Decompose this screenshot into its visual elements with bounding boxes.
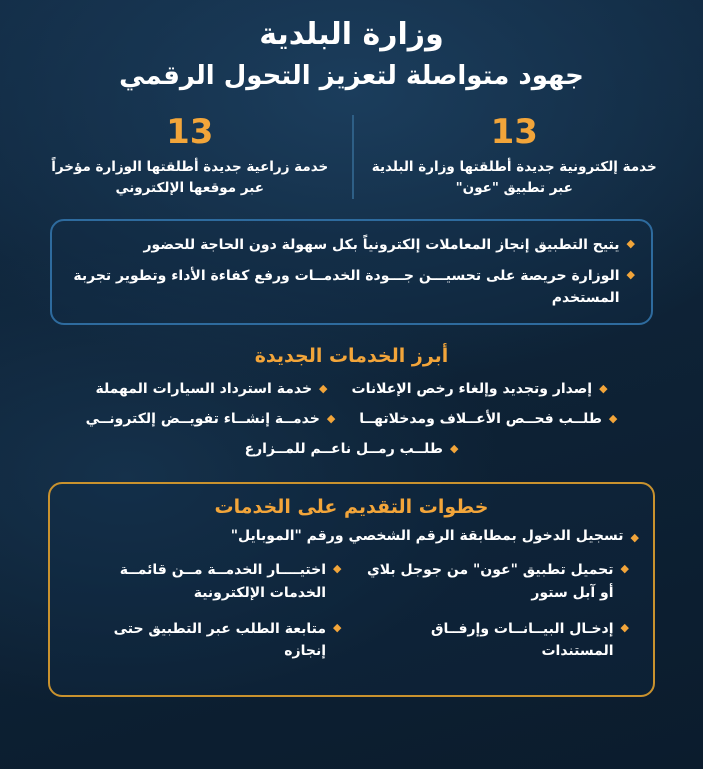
- step-item-enter-data: [352, 618, 640, 663]
- step-item-login: [64, 528, 639, 549]
- services-row: [42, 379, 661, 400]
- diamond-bullet-icon: ◆: [608, 412, 618, 426]
- header-block: [16, 0, 687, 93]
- page-title: وزارة البلدية: [259, 17, 444, 52]
- stats-row: [16, 112, 687, 199]
- service-item: [340, 379, 620, 400]
- service-item: [347, 409, 629, 430]
- highlight-item: [68, 234, 635, 256]
- service-label: إصدار وتجديد وإلغاء رخص الإعلانات: [351, 381, 593, 398]
- steps-grid: [64, 559, 639, 677]
- service-label: خدمة استرداد السيارات المهملة: [95, 381, 313, 398]
- step-label: متابعة الطلب عبر التطبيق حتى إنجازه: [113, 620, 327, 660]
- highlight-text: الوزارة حريصة على تحسيـــن جـــودة الخدمــات ورفع كفاءة الأداء وتطوير تجربة المستخدم: [73, 267, 620, 306]
- stat-description: خدمة زراعية جديدة أطلقتها الوزارة مؤخراً عبر موقعها الإلكتروني: [51, 159, 329, 197]
- services-section-heading: أبرز الخدمات الجديدة: [254, 345, 449, 368]
- stat-card-electronic-services: [352, 112, 676, 199]
- diamond-bullet-icon: ◆: [626, 267, 635, 281]
- highlights-box: [50, 219, 653, 325]
- service-item: [233, 439, 471, 460]
- stat-card-agricultural-services: [28, 112, 352, 199]
- stat-description: خدمة إلكترونية جديدة أطلقتها وزارة البلدية عبر تطبيق "عون": [371, 159, 657, 197]
- service-label: طلــب فحــص الأعــلاف ومدخلاتهــا: [359, 411, 602, 428]
- diamond-bullet-icon: ◆: [449, 442, 459, 456]
- step-item-choose-service: [64, 559, 352, 604]
- page-subtitle: جهود متواصلة لتعزيز التحول الرقمي: [119, 60, 584, 91]
- diamond-bullet-icon: ◆: [630, 531, 639, 545]
- highlight-item: [68, 265, 635, 310]
- diamond-bullet-icon: ◆: [319, 382, 328, 396]
- diamond-bullet-icon: ◆: [599, 382, 608, 396]
- step-label: تسجيل الدخول بمطابقة الرقم الشخصي ورقم "الموبايل": [230, 528, 624, 545]
- stat-number: 13: [166, 112, 214, 153]
- service-label: خدمــة إنشــاء تفويــض إلكترونــي: [85, 411, 320, 428]
- diamond-bullet-icon: ◆: [626, 237, 635, 251]
- highlight-text: يتيح التطبيق إنجاز المعاملات إلكترونياً بكل سهولة دون الحاجة للحضور: [143, 237, 620, 254]
- diamond-bullet-icon: ◆: [326, 412, 336, 426]
- diamond-bullet-icon: ◆: [333, 620, 342, 634]
- step-item-download-app: [352, 559, 640, 604]
- service-label: طلــب رمــل ناعــم للمــزارع: [244, 441, 443, 458]
- step-label: تحميل تطبيق "عون" من جوجل بلاي أو آبل ستور: [366, 562, 614, 601]
- step-label: اختيــــار الخدمــة مــن قائمــة الخدمات الإلكترونية: [119, 562, 327, 601]
- services-row: [42, 439, 661, 460]
- service-item: [74, 409, 348, 430]
- diamond-bullet-icon: ◆: [333, 562, 342, 576]
- step-label: إدخـال البيــانــات وإرفــاق المستندات: [430, 620, 614, 660]
- step-item-track-request: [64, 618, 352, 663]
- steps-box: [48, 482, 655, 696]
- diamond-bullet-icon: ◆: [620, 620, 629, 634]
- steps-section-heading: خطوات التقديم على الخدمات: [214, 496, 489, 519]
- services-list: [16, 379, 687, 460]
- diamond-bullet-icon: ◆: [620, 562, 629, 576]
- service-item: [83, 379, 339, 400]
- services-row: [42, 409, 661, 430]
- stat-number: 13: [490, 112, 538, 153]
